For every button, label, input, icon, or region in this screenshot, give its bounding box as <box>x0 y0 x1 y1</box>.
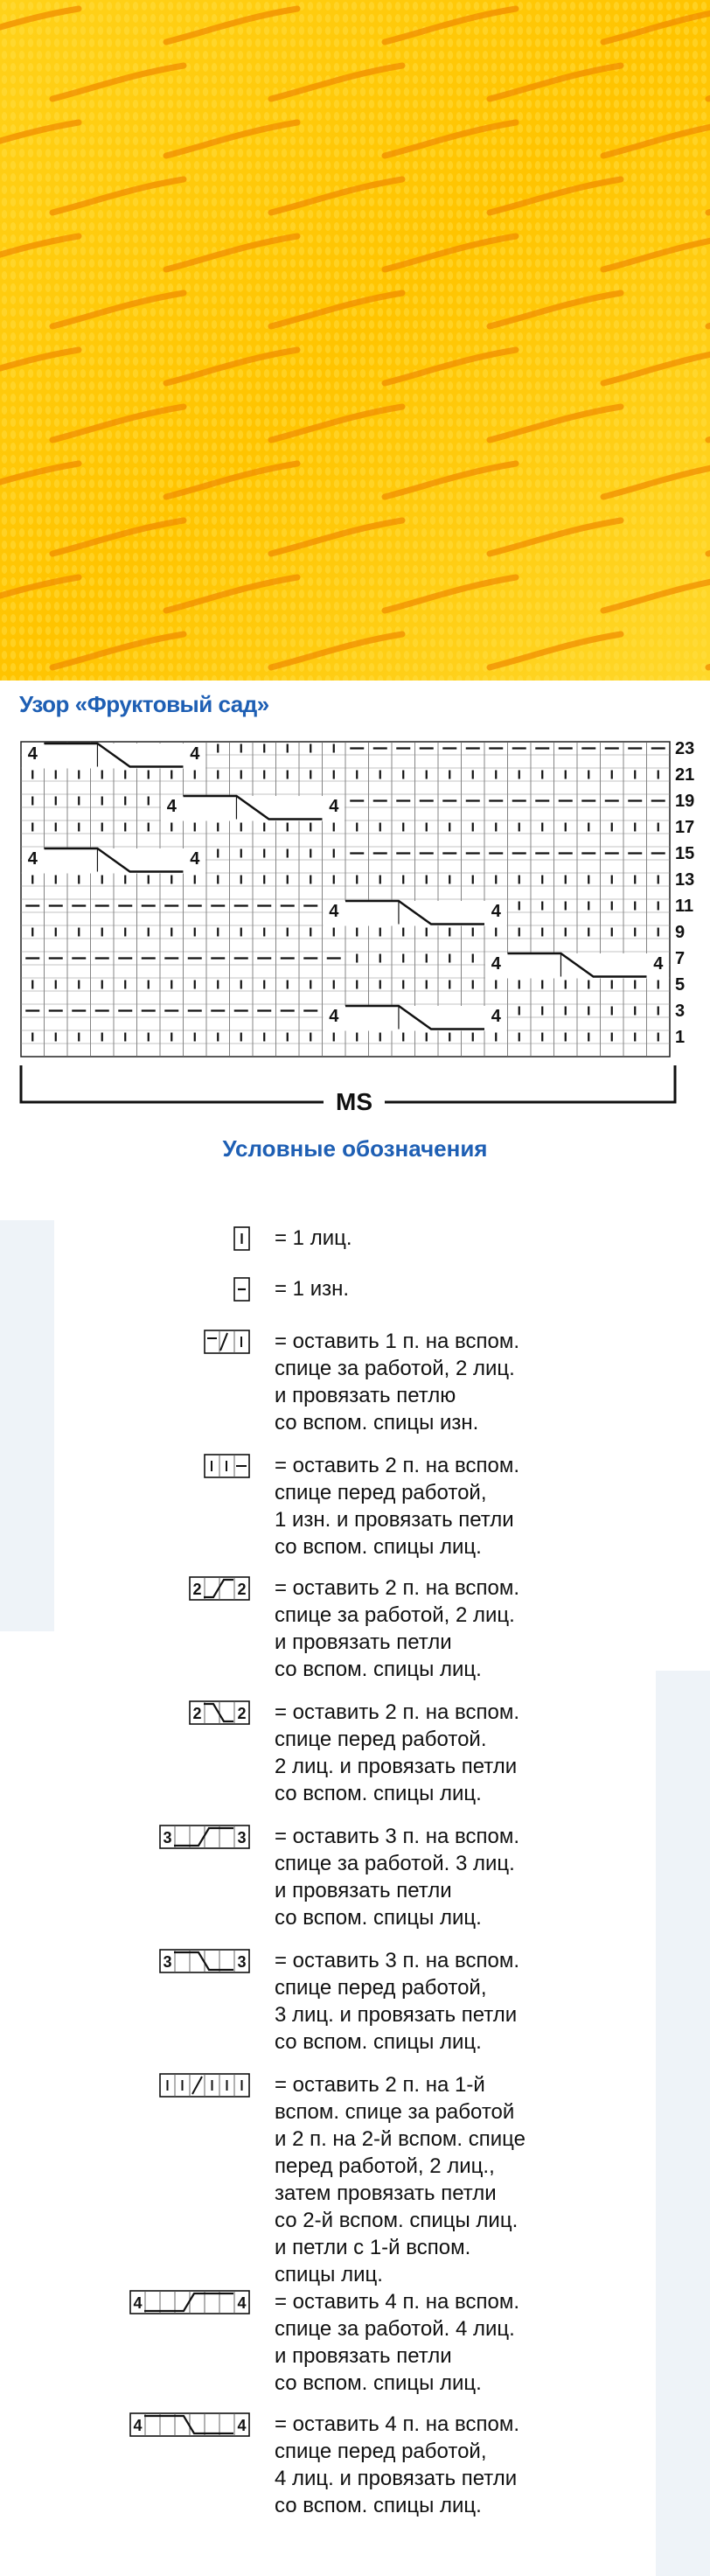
legend-item <box>0 1225 710 1260</box>
legend-text: = оставить 2 п. на вспом. спице за работой, 2 лиц. и провязать петли со вспом. спицы лиц. <box>275 1576 520 1681</box>
legend-text: = 1 изн. <box>275 1277 350 1301</box>
cable-1-2-1-icon <box>159 2073 252 2099</box>
legend-item <box>0 1328 710 1435</box>
cable-2-front-icon <box>189 1700 252 1727</box>
legend-item <box>0 1275 710 1310</box>
svg-text:2: 2 <box>192 1705 202 1722</box>
legend-text: = оставить 4 п. на вспом. спице за работой. 4 лиц. и провязать петли со вспом. спицы лиц. <box>275 2290 520 2395</box>
row-number: 1 <box>675 1028 686 1047</box>
svg-text:3: 3 <box>163 1829 172 1846</box>
cable-label: 4 <box>190 849 200 869</box>
cable-label: 4 <box>491 954 501 974</box>
cable-label: 4 <box>329 902 339 921</box>
row-number: 17 <box>675 818 695 837</box>
svg-text:4: 4 <box>237 2417 247 2434</box>
cable-label: 4 <box>166 797 177 816</box>
row-number: 5 <box>675 975 686 995</box>
cable-label: 4 <box>491 1007 501 1026</box>
legend-item <box>0 1823 710 1930</box>
svg-text:2: 2 <box>192 1581 202 1598</box>
row-number: 13 <box>675 870 695 890</box>
svg-text:2: 2 <box>237 1705 247 1722</box>
cable-label: 4 <box>653 954 664 974</box>
legend-item <box>0 2411 710 2517</box>
cable-label: 4 <box>329 1007 339 1026</box>
legend-item <box>0 2071 710 2286</box>
svg-text:2: 2 <box>237 1581 247 1598</box>
row-number: 21 <box>675 765 695 785</box>
row-number: 23 <box>675 739 695 758</box>
legend-text: = 1 лиц. <box>275 1226 352 1250</box>
legend-item <box>0 1699 710 1805</box>
cable-2-1-front-icon <box>204 1454 252 1480</box>
row-number: 11 <box>675 897 694 916</box>
legend-item <box>0 1574 710 1681</box>
purl-cell-icon <box>233 1277 252 1303</box>
cable-label: 4 <box>491 902 501 921</box>
svg-text:3: 3 <box>163 1953 172 1971</box>
knit-cell-icon <box>233 1226 252 1253</box>
cable-2-back-icon <box>189 1576 252 1602</box>
legend-text: = оставить 2 п. на вспом. спице перед работой. 2 лиц. и провязать петли со вспом. спицы лиц. <box>275 1700 520 1805</box>
knitting-swatch-photo <box>0 0 710 681</box>
cable-label: 4 <box>329 797 339 816</box>
svg-text:3: 3 <box>237 1829 247 1846</box>
svg-text:3: 3 <box>237 1953 247 1971</box>
legend-text: = оставить 3 п. на вспом. спице за работой. 3 лиц. и провязать петли со вспом. спицы лиц. <box>275 1825 520 1930</box>
legend-text: = оставить 2 п. на 1-й вспом. спице за работой и 2 п. на 2-й вспом. спице перед работой, 2 лиц., затем провязать петли со 2-й вспом. спицы лиц. и петли с 1-й вспом. спицы лиц. <box>275 2073 526 2286</box>
row-number: 15 <box>675 844 695 863</box>
row-number: 7 <box>675 949 686 968</box>
legend-item <box>0 2288 710 2395</box>
cable-label: 4 <box>190 744 200 764</box>
cable-4-front-icon <box>129 2412 252 2439</box>
legend-text: = оставить 4 п. на вспом. спице перед работой, 4 лиц. и провязать петли со вспом. спицы лиц. <box>275 2412 520 2517</box>
legend-item <box>0 1947 710 2054</box>
legend-text: = оставить 1 п. на вспом. спице за работой, 2 лиц. и провязать петлю со вспом. спицы изн. <box>275 1330 520 1435</box>
cable-1-2-back-icon <box>204 1330 252 1356</box>
legend-item <box>0 1452 710 1559</box>
row-number: 9 <box>675 923 686 942</box>
repeat-label: MS <box>336 1088 372 1115</box>
pattern-title: Узор «Фруктовый сад» <box>19 691 269 717</box>
cable-4-back-icon <box>129 2290 252 2316</box>
cable-label: 4 <box>27 849 38 869</box>
row-number: 19 <box>675 792 695 811</box>
svg-text:4: 4 <box>133 2417 143 2434</box>
svg-text:4: 4 <box>237 2294 247 2312</box>
cable-label: 4 <box>27 744 38 764</box>
legend-text: = оставить 3 п. на вспом. спице перед работой, 3 лиц. и провязать петли со вспом. спицы лиц. <box>275 1949 520 2054</box>
knitting-chart <box>0 733 710 1127</box>
legend-title: Условные обозначения <box>222 1135 488 1162</box>
legend-text: = оставить 2 п. на вспом. спице перед работой, 1 изн. и провязать петли со вспом. спицы лиц. <box>275 1454 520 1559</box>
svg-text:4: 4 <box>133 2294 143 2312</box>
row-number: 3 <box>675 1002 686 1021</box>
cable-3-front-icon <box>159 1949 252 1975</box>
cable-3-back-icon <box>159 1825 252 1851</box>
